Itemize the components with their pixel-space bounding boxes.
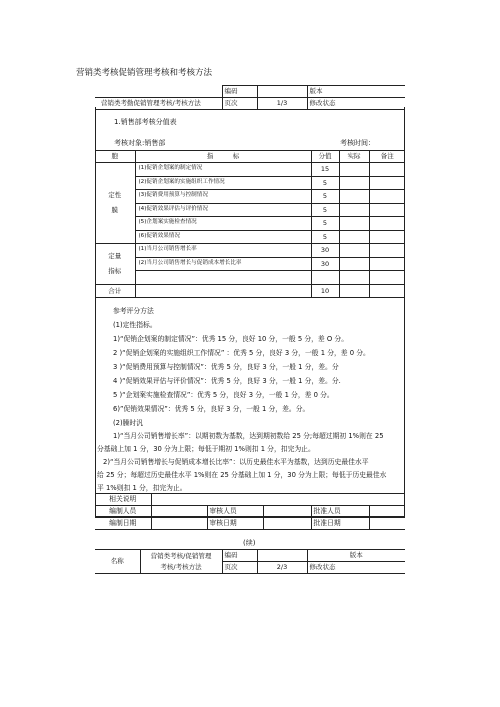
- code-label: 编码: [222, 550, 257, 562]
- code-value: [257, 550, 307, 562]
- section-title: 1.销售部考核分值表: [114, 118, 177, 126]
- method-sub-qualitative: (1)定性指标。: [113, 321, 157, 329]
- total-note: [369, 284, 405, 298]
- group-quantitative: [95, 244, 135, 285]
- method-item: 5 )“企划案实施检查情况”：优秀 5 分，良好 3 分，一般 1 分，差 0 分。: [113, 391, 334, 399]
- quantitative-item-2: 2)“当月公司销售增长与促销成本增长比率”：以历史最佳水平为基数，达到历史最佳水平: [103, 458, 369, 466]
- indicator-row: (1)促销企划案的制定情况: [135, 163, 311, 177]
- method-item: 6)”促销效果情况”：优秀 5 分，良好 3 分，一般 1 分，差。分。: [113, 405, 310, 413]
- group-quantitative-label-b: 指标: [108, 266, 122, 275]
- continued-label: (续): [243, 539, 256, 547]
- reviewer-label: 审核人员: [207, 506, 263, 518]
- group-quantitative-label-a: 定量: [108, 251, 122, 260]
- note-cell: [369, 217, 405, 231]
- indicator-row: (3)促销费用预算与控制情况: [135, 190, 311, 204]
- quantitative-item-2-cont: 给 25 分；每超过历史最佳水平 1%则在 25 分基础上加 1 分，30 分为上限；每低于历史最佳水: [97, 471, 387, 479]
- note-cell: [369, 190, 405, 204]
- page-value: 2/3: [257, 562, 307, 574]
- note-cell: [369, 257, 405, 271]
- actual-cell: [339, 163, 369, 177]
- col-dimension: 胞: [95, 151, 135, 163]
- col-note: 备注: [369, 151, 405, 163]
- score-value: 5: [311, 217, 339, 231]
- indicator-row: (5)企划案实施检查情况: [135, 217, 311, 231]
- version-label: 版本: [307, 550, 405, 562]
- document-title: 营销类考核促销管理考核和考核方法: [76, 68, 213, 78]
- empty-cell: [311, 271, 339, 285]
- actual-cell: [339, 230, 369, 244]
- header-empty-cell: [95, 86, 222, 98]
- note-cell: [369, 176, 405, 190]
- indicator-row: (1)当月公司销售增长率: [135, 244, 311, 258]
- review-date-label: 审核日期: [207, 518, 263, 530]
- method-item: 1)“促销企划案的制定情况”：优秀 15 分，良好 10 分，一般 5 分，差 O 分。: [113, 335, 348, 343]
- approve-date-value: [369, 518, 405, 530]
- method-sub-quantitative: (2)臊时汎: [113, 419, 144, 427]
- method-item: 4 )“促销效果评估与评价情况”：优秀 5 分，良好 3 分，一般 1 分，差。分.: [113, 377, 341, 385]
- indicator-row: (2)当月公司销售增长与促销成本增长比率: [135, 257, 311, 271]
- approve-date-label: 批准日期: [311, 518, 369, 530]
- actual-cell: [339, 176, 369, 190]
- code-label: 编码: [222, 86, 257, 98]
- method-item: 2 )“促销企划案的实施组织工作情况” ：优秀 5 分，良好 3 分，一般 1 分，差 0 分。: [113, 349, 370, 357]
- empty-cell: [369, 271, 405, 285]
- related-notes-label: 相关说明: [95, 494, 151, 506]
- score-value: 5: [311, 203, 339, 217]
- actual-cell: [339, 244, 369, 258]
- status-label: 修改状态: [307, 98, 405, 110]
- note-cell: [369, 163, 405, 177]
- approver-value: [369, 506, 405, 518]
- header-table-continued: [95, 549, 405, 574]
- reviewer-value: [263, 506, 311, 518]
- signature-table: [95, 493, 405, 530]
- name-label: 名称: [95, 550, 140, 574]
- actual-cell: [339, 203, 369, 217]
- doc-name-line2: 考核/考核方法: [140, 562, 222, 574]
- total-empty: [135, 284, 311, 298]
- actual-cell: [339, 257, 369, 271]
- score-value: 5: [311, 190, 339, 204]
- time-label: 考核时间：: [340, 139, 375, 147]
- doc-name-line1: 营销类考核/促销管理: [140, 550, 222, 562]
- score-value: 5: [311, 230, 339, 244]
- note-cell: [369, 230, 405, 244]
- page-label: 页次: [222, 98, 257, 110]
- prepare-date-value: [151, 518, 207, 530]
- total-label: 合计: [95, 284, 135, 298]
- note-cell: [369, 203, 405, 217]
- approver-label: 批准人员: [311, 506, 369, 518]
- prepare-date-label: 编制日期: [95, 518, 151, 530]
- header-doc-name: 营销类考勤促销管理考核/考核方法: [95, 98, 222, 110]
- preparer-label: 编制人员: [95, 506, 151, 518]
- total-actual: [339, 284, 369, 298]
- col-actual: 实际: [339, 151, 369, 163]
- actual-cell: [339, 190, 369, 204]
- note-cell: [369, 244, 405, 258]
- empty-cell: [339, 271, 369, 285]
- score-value: 30: [311, 257, 339, 271]
- version-label: 版本: [307, 86, 405, 98]
- method-title: 参考评分方法: [113, 307, 154, 315]
- score-value: 30: [311, 244, 339, 258]
- preparer-value: [151, 506, 207, 518]
- status-label: 修改状态: [307, 562, 405, 574]
- total-score: 10: [311, 284, 339, 298]
- related-notes-value: [151, 494, 405, 506]
- code-value: [257, 86, 307, 98]
- method-item: 3 )“促销费用预算与控制情况”：优秀 5 分，良好 3 分，一般 1 分，差。分: [113, 363, 339, 371]
- target-label: 考核对象:销售部: [114, 139, 166, 147]
- page-value: 1/3: [257, 98, 307, 110]
- group-qualitative-label-b: 膜: [111, 206, 118, 214]
- indicator-row: (2)促销企划案的实施组织工作情况: [135, 176, 311, 190]
- col-score: 分值: [311, 151, 339, 163]
- group-qualitative: [95, 163, 135, 244]
- col-indicator: 指 标: [135, 151, 311, 163]
- quantitative-item-2-end: 平 1%则扣 1 分，扣完为止。: [97, 484, 187, 492]
- group-qualitative-label-a: 定性: [108, 191, 122, 200]
- indicator-row: (4)促销效果评估与评价情况: [135, 203, 311, 217]
- empty-cell: [135, 271, 311, 285]
- score-table: [95, 150, 405, 298]
- indicator-row: (6)促销效果情况: [135, 230, 311, 244]
- score-value: 5: [311, 176, 339, 190]
- actual-cell: [339, 217, 369, 231]
- quantitative-item-1: 1)“当月公司销售增长率”：以期初数为基数，达到期初数给 25 分;每超过期初 1%则在 25: [113, 432, 384, 440]
- score-value: 15: [311, 163, 339, 177]
- quantitative-item-1-cont: 分基础上加 1 分，30 分为上限；每低于期初 1%则扣 1 分，扣完为止。: [97, 445, 315, 453]
- page-label: 页次: [222, 562, 257, 574]
- review-date-value: [263, 518, 311, 530]
